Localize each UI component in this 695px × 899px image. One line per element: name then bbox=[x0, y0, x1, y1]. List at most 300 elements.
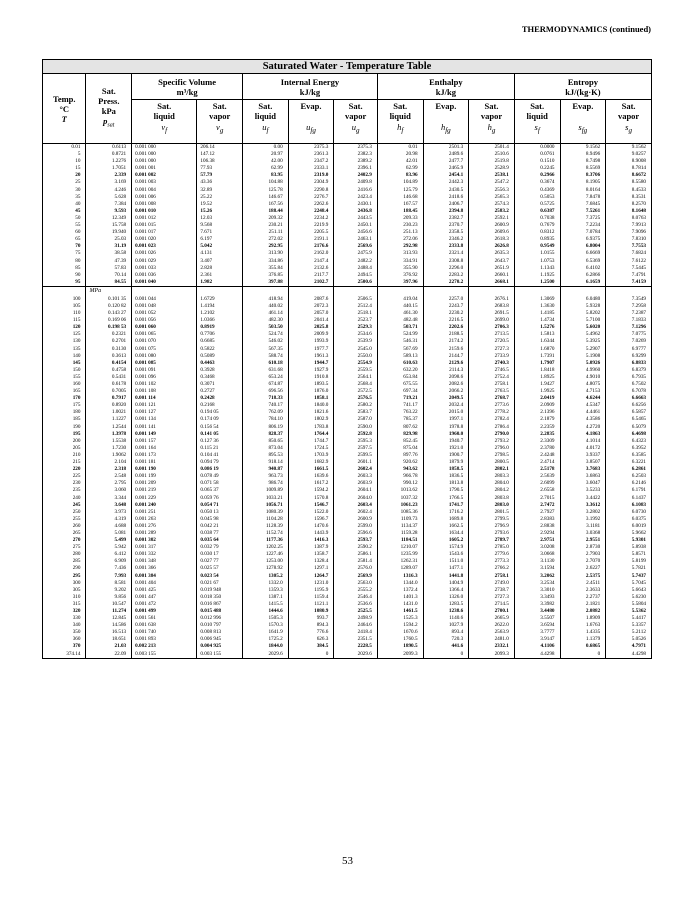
table-cell: 0.001 036 bbox=[132, 272, 197, 279]
table-cell: 1522.0 bbox=[288, 509, 334, 516]
table-cell: 2660.1 bbox=[469, 272, 515, 279]
table-cell: 0.065 37 bbox=[197, 487, 243, 494]
table-cell: 320 bbox=[43, 608, 86, 615]
table-row bbox=[43, 537, 652, 544]
table-cell: 295 bbox=[43, 573, 86, 580]
table-cell: 1617.2 bbox=[288, 480, 334, 487]
table-cell: 2758.1 bbox=[469, 381, 515, 388]
table-row bbox=[43, 516, 652, 523]
table-cell: 1253.00 bbox=[243, 558, 289, 565]
table-cell: 0.6178 bbox=[86, 381, 132, 388]
table-cell: 5.942 bbox=[86, 544, 132, 551]
table-cell: 918.14 bbox=[243, 459, 289, 466]
table-cell: 2596.6 bbox=[334, 530, 378, 537]
table-cell: 31.19 bbox=[86, 243, 132, 250]
table-cell: 9.593 bbox=[86, 208, 132, 215]
table-cell: 2569.9 bbox=[334, 573, 378, 580]
table-cell: 6.9299 bbox=[606, 353, 652, 360]
table-cell: 2793.6 bbox=[469, 530, 515, 537]
table-row bbox=[43, 179, 652, 186]
table-cell: 7.9096 bbox=[606, 229, 652, 236]
table-cell: 160 bbox=[43, 381, 86, 388]
table-cell: 2534.6 bbox=[334, 331, 378, 338]
table-cell: 631.68 bbox=[243, 367, 289, 374]
table-cell: 2555.2 bbox=[334, 587, 378, 594]
table-cell: 2.7015 bbox=[514, 495, 560, 502]
table-cell: 6.8004 bbox=[560, 243, 606, 250]
table-cell: 292.95 bbox=[243, 243, 289, 250]
table-cell: 2572.5 bbox=[334, 388, 378, 395]
table-cell: 0.3071 bbox=[197, 381, 243, 388]
table-cell: 16.513 bbox=[86, 629, 132, 636]
table-cell: 589.13 bbox=[377, 353, 423, 360]
table-row bbox=[43, 480, 652, 487]
table-cell: 4.2720 bbox=[560, 424, 606, 431]
table-cell: 0.001 056 bbox=[132, 317, 197, 324]
table-cell: 0.001 173 bbox=[132, 452, 197, 459]
table-cell: 8.2570 bbox=[606, 201, 652, 208]
table-cell: 104.88 bbox=[243, 179, 289, 186]
table-cell: 25.22 bbox=[197, 194, 243, 201]
table-cell: 1404.9 bbox=[423, 580, 469, 587]
table-cell: 1227.46 bbox=[243, 551, 289, 558]
table-row bbox=[43, 331, 652, 338]
header-ug: Sat. vapor $u_g$ bbox=[334, 100, 378, 144]
table-cell: 280 bbox=[43, 551, 86, 558]
table-cell: 1441.8 bbox=[423, 573, 469, 580]
table-cell: 0.2701 bbox=[86, 338, 132, 345]
table-cell: 1.7051 bbox=[86, 165, 132, 172]
table-cell: 0.012 996 bbox=[197, 615, 243, 622]
table-cell: 2746.5 bbox=[469, 367, 515, 374]
table-cell: 7.0269 bbox=[606, 338, 652, 345]
table-cell: 57.83 bbox=[86, 265, 132, 272]
table-cell: 2603.9 bbox=[334, 480, 378, 487]
table-cell: 225 bbox=[43, 473, 86, 480]
table-cell: 2801.5 bbox=[469, 509, 515, 516]
table-cell: 0.001 893 bbox=[132, 636, 197, 643]
table-cell: 3.407 bbox=[197, 258, 243, 265]
table-cell: 1262.31 bbox=[377, 558, 423, 565]
table-cell: 2803.0 bbox=[469, 502, 515, 509]
table-cell: 1.5538 bbox=[86, 438, 132, 445]
table-cell: 2727.3 bbox=[469, 594, 515, 601]
table-cell: 1.6344 bbox=[514, 338, 560, 345]
table-row bbox=[43, 565, 652, 572]
table-cell: 290 bbox=[43, 565, 86, 572]
table-cell: 8.3531 bbox=[606, 194, 652, 201]
table-cell: 2358.5 bbox=[423, 229, 469, 236]
table-cell: 2714.5 bbox=[469, 601, 515, 608]
table-cell: 4.1863 bbox=[560, 431, 606, 438]
table-cell: 2099.3 bbox=[377, 651, 423, 659]
table-cell: 1184.51 bbox=[377, 537, 423, 544]
table-cell: 2635.3 bbox=[469, 250, 515, 257]
table-cell: 190 bbox=[43, 424, 86, 431]
table-cell: 0.001 240 bbox=[132, 502, 197, 509]
header-sfg: Evap. $s_{fg}$ bbox=[560, 100, 606, 144]
table-cell: 5.8938 bbox=[606, 544, 652, 551]
table-cell: 2.1821 bbox=[560, 601, 606, 608]
table-cell: 1716.2 bbox=[423, 509, 469, 516]
table-cell: 12.845 bbox=[86, 615, 132, 622]
table-cell: 567.69 bbox=[377, 346, 423, 353]
table-cell: 2389.2 bbox=[334, 158, 378, 165]
table-cell: 180 bbox=[43, 409, 86, 416]
table-cell: 65 bbox=[43, 236, 86, 243]
table-cell: 12.349 bbox=[86, 215, 132, 222]
table-cell: 5.2907 bbox=[560, 346, 606, 353]
table-cell: 567.35 bbox=[243, 346, 289, 353]
table-cell: 43.36 bbox=[197, 179, 243, 186]
table-cell: 2.3633 bbox=[560, 587, 606, 594]
table-cell: 1061.23 bbox=[377, 502, 423, 509]
table-cell: 2536.6 bbox=[334, 601, 378, 608]
table-cell: 2347.2 bbox=[288, 158, 334, 165]
table-cell: 2243.7 bbox=[423, 303, 469, 310]
table-cell: 2087.6 bbox=[288, 296, 334, 303]
table-cell: 0.0761 bbox=[514, 151, 560, 158]
table-cell: 503.50 bbox=[243, 324, 289, 331]
table-cell: 1202.25 bbox=[243, 544, 289, 551]
table-cell: 104.89 bbox=[377, 179, 423, 186]
table-cell: 62.99 bbox=[243, 165, 289, 172]
table-row bbox=[43, 587, 652, 594]
table-cell: 0.001 219 bbox=[132, 487, 197, 494]
table-cell: 2733.9 bbox=[469, 353, 515, 360]
table-cell: 1.6870 bbox=[514, 346, 560, 353]
table-row bbox=[43, 502, 652, 509]
table-cell: 1978.8 bbox=[423, 424, 469, 431]
table-cell: 2.2835 bbox=[514, 431, 560, 438]
table-cell: 0.5822 bbox=[197, 346, 243, 353]
table-cell: 2763.5 bbox=[469, 388, 515, 395]
table-cell: 0.001 080 bbox=[132, 353, 197, 360]
table-cell: 10 bbox=[43, 158, 86, 165]
table-cell: 2565.3 bbox=[469, 194, 515, 201]
table-cell: 1725.2 bbox=[243, 636, 289, 643]
table-cell: 2773.6 bbox=[469, 402, 515, 409]
table-cell: 240 bbox=[43, 495, 86, 502]
table-cell: 0.4758 bbox=[86, 367, 132, 374]
table-cell: 2559.5 bbox=[334, 367, 378, 374]
table-cell: 0.001 164 bbox=[132, 445, 197, 452]
table-title: Saturated Water - Temperature Table bbox=[42, 59, 652, 73]
table-cell: 2332.1 bbox=[469, 643, 515, 650]
table-cell: 1605.2 bbox=[423, 537, 469, 544]
table-cell: 0.7679 bbox=[514, 222, 560, 229]
table-cell: 175 bbox=[43, 402, 86, 409]
table-cell: 2803.8 bbox=[469, 495, 515, 502]
table-cell: 5.042 bbox=[197, 243, 243, 250]
table-cell: 15.758 bbox=[86, 222, 132, 229]
table-cell: 2782.4 bbox=[469, 416, 515, 423]
table-cell: 0.008 813 bbox=[197, 629, 243, 636]
table-cell: 461.14 bbox=[243, 310, 289, 317]
table-cell: 3.344 bbox=[86, 495, 132, 502]
table-cell: 0.001 561 bbox=[132, 615, 197, 622]
table-cell: 1.7230 bbox=[86, 445, 132, 452]
table-row bbox=[43, 651, 652, 659]
table-cell: 2.318 bbox=[86, 466, 132, 473]
table-cell: 5.7100 bbox=[560, 317, 606, 324]
table-cell: 2604.1 bbox=[334, 487, 378, 494]
table-cell: 1037.32 bbox=[377, 495, 423, 502]
table-cell: 305 bbox=[43, 587, 86, 594]
table-cell: 5.7821 bbox=[606, 565, 652, 572]
table-cell: 1.7907 bbox=[514, 360, 560, 367]
table-cell: 3.5507 bbox=[514, 615, 560, 622]
table-cell: 5.7437 bbox=[606, 573, 652, 580]
table-cell: 1.2102 bbox=[197, 310, 243, 317]
header-specific-volume: Specific Volume m³/kg bbox=[132, 74, 243, 100]
table-cell: 441.6 bbox=[423, 643, 469, 650]
table-cell: 1858.1 bbox=[288, 395, 334, 402]
table-cell: 360 bbox=[43, 636, 86, 643]
table-cell: 1.6763 bbox=[560, 622, 606, 629]
table-cell: 100 bbox=[43, 296, 86, 303]
table-cell: 546.02 bbox=[243, 338, 289, 345]
table-cell: 2.548 bbox=[86, 473, 132, 480]
table-cell: 9.202 bbox=[86, 587, 132, 594]
table-cell: 2.9751 bbox=[514, 537, 560, 544]
table-cell: 1.1343 bbox=[514, 265, 560, 272]
table-cell: 2501.3 bbox=[423, 144, 469, 152]
table-cell: 2.6099 bbox=[514, 480, 560, 487]
table-cell: 210 bbox=[43, 452, 86, 459]
table-cell: 310 bbox=[43, 594, 86, 601]
table-cell: 2205.5 bbox=[288, 229, 334, 236]
table-row bbox=[43, 353, 652, 360]
table-cell: 1790.5 bbox=[423, 487, 469, 494]
table-cell: 2319.0 bbox=[288, 172, 334, 179]
table-cell: 2477.7 bbox=[423, 158, 469, 165]
table-cell: 2569.6 bbox=[334, 243, 378, 250]
table-row bbox=[43, 601, 652, 608]
table-cell: 2423.4 bbox=[334, 194, 378, 201]
table-cell: 245 bbox=[43, 502, 86, 509]
table-cell: 2.7903 bbox=[560, 551, 606, 558]
table-cell: 0.001 229 bbox=[132, 495, 197, 502]
table-cell: 0.001 447 bbox=[132, 594, 197, 601]
table-cell: 1358.7 bbox=[288, 551, 334, 558]
table-cell: 185 bbox=[43, 416, 86, 423]
table-cell: 0.001 157 bbox=[132, 438, 197, 445]
table-cell: 315 bbox=[43, 601, 86, 608]
table-cell: 0.7005 bbox=[86, 388, 132, 395]
table-cell: 6.6256 bbox=[606, 402, 652, 409]
table-cell: 374.14 bbox=[43, 651, 86, 659]
table-cell: 270 bbox=[43, 537, 86, 544]
table-cell: 4.319 bbox=[86, 516, 132, 523]
table-cell: 1.3978 bbox=[86, 431, 132, 438]
table-cell: 2333.1 bbox=[288, 165, 334, 172]
table-cell: 2.4248 bbox=[514, 452, 560, 459]
table-cell: 1316.3 bbox=[377, 573, 423, 580]
table-cell: 0.001 070 bbox=[132, 338, 197, 345]
table-cell: 2443.5 bbox=[334, 215, 378, 222]
mpa-rows bbox=[43, 296, 652, 658]
table-cell: 2803.3 bbox=[469, 473, 515, 480]
table-cell: 5.5804 bbox=[606, 601, 652, 608]
data-table bbox=[42, 73, 652, 659]
table-cell: 3.7683 bbox=[560, 466, 606, 473]
table-row bbox=[43, 466, 652, 473]
mpa-section bbox=[43, 286, 652, 296]
table-cell: 3.060 bbox=[86, 487, 132, 494]
table-cell: 209.32 bbox=[243, 215, 289, 222]
table-cell: 0.001 085 bbox=[132, 360, 197, 367]
table-cell: 84.55 bbox=[86, 279, 132, 287]
running-head: THERMODYNAMICS (continued) bbox=[521, 24, 651, 34]
table-cell: 6.1083 bbox=[606, 502, 652, 509]
table-cell: 0.001 114 bbox=[132, 395, 197, 402]
table-cell: 0.2168 bbox=[197, 402, 243, 409]
table-cell: 3.1992 bbox=[560, 516, 606, 523]
table-cell: 6.0480 bbox=[560, 296, 606, 303]
table-cell: 1546.7 bbox=[288, 502, 334, 509]
table-cell: 3.9147 bbox=[514, 636, 560, 643]
table-cell: 2626.8 bbox=[469, 243, 515, 250]
table-cell: 5.4417 bbox=[606, 615, 652, 622]
table-cell: 1328.4 bbox=[288, 558, 334, 565]
table-cell: 6.4323 bbox=[606, 438, 652, 445]
table-cell: 1.9062 bbox=[86, 452, 132, 459]
table-cell: 461.30 bbox=[377, 310, 423, 317]
table-row bbox=[43, 594, 652, 601]
table-cell: 7.993 bbox=[86, 573, 132, 580]
kpa-rows bbox=[43, 144, 652, 287]
table-cell: 2602.4 bbox=[334, 466, 378, 473]
table-cell: 850.65 bbox=[243, 438, 289, 445]
table-cell: 785.37 bbox=[377, 416, 423, 423]
table-cell: 943.62 bbox=[377, 466, 423, 473]
table-row bbox=[43, 558, 652, 565]
table-cell: 272.06 bbox=[377, 236, 423, 243]
table-cell: 2276.7 bbox=[288, 194, 334, 201]
table-cell: 419.04 bbox=[377, 296, 423, 303]
table-cell: 0.8919 bbox=[197, 324, 243, 331]
table-cell: 8.6672 bbox=[606, 172, 652, 179]
table-row bbox=[43, 367, 652, 374]
table-cell: 9.1562 bbox=[560, 144, 606, 152]
table-cell: 0.071 58 bbox=[197, 480, 243, 487]
table-cell: 2147.4 bbox=[288, 258, 334, 265]
table-cell: 2.2359 bbox=[514, 424, 560, 431]
table-cell: 0.001 348 bbox=[132, 558, 197, 565]
table-cell: 2593.7 bbox=[334, 537, 378, 544]
table-cell: 15.26 bbox=[197, 208, 243, 215]
table-cell: 3.8507 bbox=[560, 459, 606, 466]
table-cell: 7.8310 bbox=[606, 236, 652, 243]
table-cell: 2601.1 bbox=[334, 459, 378, 466]
table-cell: 0.023 54 bbox=[197, 573, 243, 580]
table-cell: 1443.9 bbox=[288, 530, 334, 537]
table-cell: 1813.8 bbox=[423, 480, 469, 487]
table-cell: 80 bbox=[43, 258, 86, 265]
table-cell: 1.1227 bbox=[86, 416, 132, 423]
table-cell: 2547.2 bbox=[469, 179, 515, 186]
table-cell: 1744.7 bbox=[288, 438, 334, 445]
table-cell: 2465.9 bbox=[423, 165, 469, 172]
table-cell: 95 bbox=[43, 279, 86, 287]
table-cell: 145 bbox=[43, 360, 86, 367]
table-cell: 0.001 263 bbox=[132, 516, 197, 523]
table-cell: 4.5347 bbox=[560, 402, 606, 409]
table-cell: 1080.9 bbox=[288, 608, 334, 615]
table-cell: 0.4463 bbox=[197, 360, 243, 367]
table-cell: 20.98 bbox=[377, 151, 423, 158]
table-cell: 1235.99 bbox=[377, 551, 423, 558]
table-cell: 2488.4 bbox=[334, 265, 378, 272]
table-cell: 610.63 bbox=[377, 360, 423, 367]
table-row bbox=[43, 258, 652, 265]
table-cell: 2041.4 bbox=[288, 317, 334, 324]
table-row bbox=[43, 360, 652, 367]
table-cell: 5.2112 bbox=[606, 629, 652, 636]
table-cell: 1013.62 bbox=[377, 487, 423, 494]
table-cell: 2790.0 bbox=[469, 431, 515, 438]
table-cell: 674.87 bbox=[243, 381, 289, 388]
table-cell: 2270.2 bbox=[423, 279, 469, 287]
table-row bbox=[43, 580, 652, 587]
table-cell: 2176.6 bbox=[288, 243, 334, 250]
table-cell: 2546.4 bbox=[334, 594, 378, 601]
table-row bbox=[43, 194, 652, 201]
table-cell: 397.88 bbox=[243, 279, 289, 287]
table-cell: 1283.5 bbox=[423, 601, 469, 608]
table-cell: 62.99 bbox=[377, 165, 423, 172]
table-cell: 0.6113 bbox=[86, 144, 132, 152]
table-cell: 0.001 190 bbox=[132, 466, 197, 473]
table-cell: 1594.2 bbox=[377, 622, 423, 629]
table-cell: 77.93 bbox=[197, 165, 243, 172]
table-cell: 2691.5 bbox=[469, 310, 515, 317]
table-cell: 940.87 bbox=[243, 466, 289, 473]
table-cell: 21.03 bbox=[86, 643, 132, 650]
table-cell: 2375.3 bbox=[288, 144, 334, 152]
table-cell: 30 bbox=[43, 187, 86, 194]
table-cell: 0.059 76 bbox=[197, 495, 243, 502]
table-cell: 0.001 740 bbox=[132, 629, 197, 636]
table-cell: 720.3 bbox=[423, 636, 469, 643]
header-sg: Sat. vapor $s_g$ bbox=[606, 100, 652, 144]
table-cell: 3.973 bbox=[86, 509, 132, 516]
table-cell: 42.00 bbox=[243, 158, 289, 165]
table-row bbox=[43, 144, 652, 152]
table-cell: 125 bbox=[43, 331, 86, 338]
table-row bbox=[43, 296, 652, 303]
table-cell: 2283.2 bbox=[423, 272, 469, 279]
table-cell: 2796.9 bbox=[469, 523, 515, 530]
table-cell: 2396.1 bbox=[334, 165, 378, 172]
table-row bbox=[43, 208, 652, 215]
table-cell: 1960.0 bbox=[423, 431, 469, 438]
table-cell: 7.7553 bbox=[606, 243, 652, 250]
table-cell: 0.001 052 bbox=[132, 310, 197, 317]
header-hg: Sat. vapor $h_g$ bbox=[469, 100, 515, 144]
table-cell: 4.9010 bbox=[560, 374, 606, 381]
table-cell: 0.001 023 bbox=[132, 243, 197, 250]
table-cell: 2482.2 bbox=[334, 258, 378, 265]
table-cell: 0.001 317 bbox=[132, 544, 197, 551]
table-cell: 1.6729 bbox=[197, 296, 243, 303]
table-cell: 503.71 bbox=[377, 324, 423, 331]
table-cell: 5 bbox=[43, 151, 86, 158]
table-cell: 2.7472 bbox=[514, 502, 560, 509]
table-cell: 0.003 155 bbox=[197, 651, 243, 659]
table-cell: 1574.9 bbox=[423, 544, 469, 551]
